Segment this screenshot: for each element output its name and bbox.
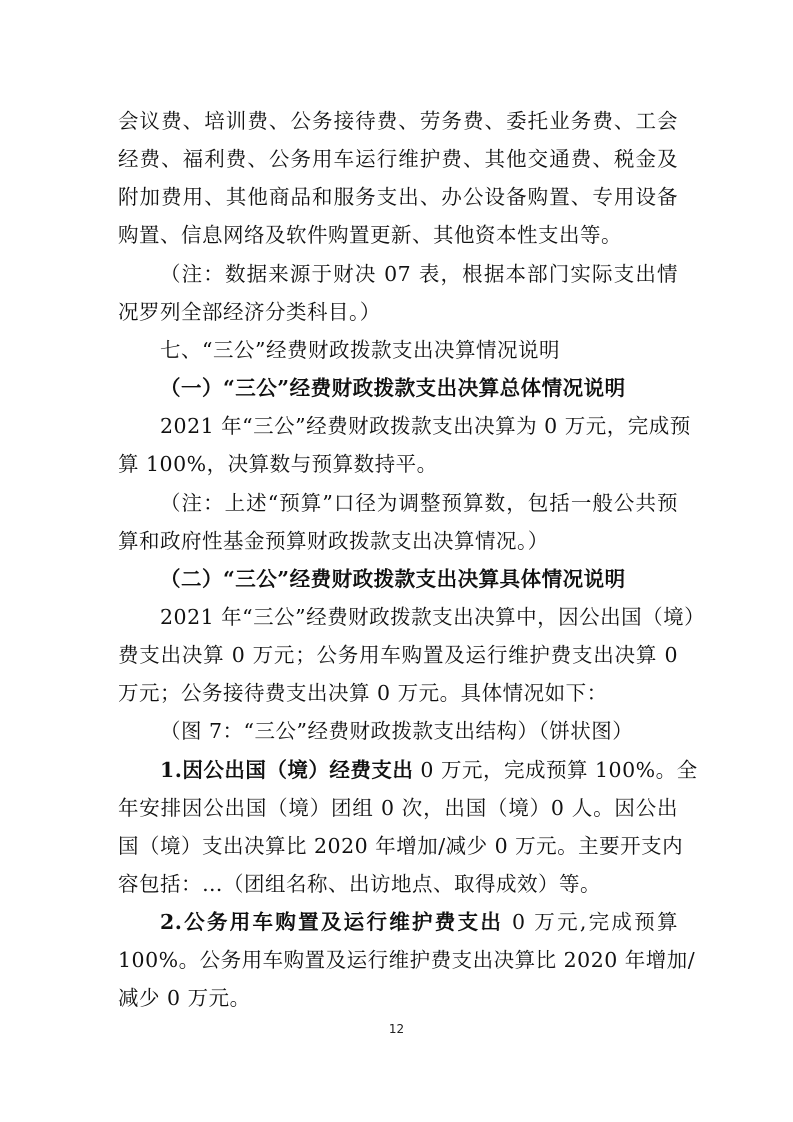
figure-caption: （图 7：“三公”经费财政拨款支出结构）（饼状图） [160,719,634,743]
paragraph-line: 会议费、培训费、公务接待费、劳务费、委托业务费、工会 [118,109,678,133]
paragraph-line: 2021 年“三公”经费财政拨款支出决算中，因公出国（境） [160,605,706,629]
paragraph-line: 费支出决算 0 万元；公务用车购置及运行维护费支出决算 0 [118,643,678,667]
subsection-heading: （二）“三公”经费财政拨款支出决算具体情况说明 [160,567,626,591]
paragraph-line: 附加费用、其他商品和服务支出、办公设备购置、专用设备 [118,185,678,209]
item-lead-rest: 0 万元,完成预算 [503,910,678,934]
paragraph-line: 容包括：…（团组名称、出访地点、取得成效）等。 [118,872,601,896]
item-lead-bold: 2.公务用车购置及运行维护费支出 [160,910,504,934]
paragraph-line: 年安排因公出国（境）团组 0 次，出国（境）0 人。因公出 [118,796,678,820]
paragraph-line: 购置、信息网络及软件购置更新、其他资本性支出等。 [118,223,622,247]
paragraph-line: 国（境）支出决算比 2020 年增加/减少 0 万元。主要开支内 [118,834,684,858]
note-line: 算和政府性基金预算财政拨款支出决算情况。） [118,529,549,553]
item-lead-bold: 1.因公出国（境）经费支出 [160,758,414,782]
paragraph-line: 算 100%，决算数与预算数持平。 [118,452,438,476]
note-line: （注：上述“预算”口径为调整预算数，包括一般公共预 [160,491,678,515]
paragraph-line: 2021 年“三公”经费财政拨款支出决算为 0 万元，完成预 [160,414,691,438]
paragraph-line: 减少 0 万元。 [118,986,251,1010]
paragraph-line: 万元；公务接待费支出决算 0 万元。具体情况如下： [118,681,608,705]
paragraph-line: 经费、福利费、公务用车运行维护费、其他交通费、税金及 [118,147,678,171]
subsection-heading: （一）“三公”经费财政拨款支出决算总体情况说明 [160,376,626,400]
note-line: （注：数据来源于财决 07 表，根据本部门实际支出情 [160,262,678,286]
note-line: 况罗列全部经济分类科目。） [118,300,381,324]
item-lead-line [160,905,678,939]
page-number: 12 [388,1022,405,1036]
item-lead-line [160,753,698,787]
section-heading: 七、“三公”经费财政拨款支出决算情况说明 [160,338,560,362]
paragraph-line: 100%。公务用车购置及运行维护费支出决算比 2020 年增加/ [118,948,696,972]
item-lead-rest: 0 万元，完成预算 100%。全 [413,758,698,782]
